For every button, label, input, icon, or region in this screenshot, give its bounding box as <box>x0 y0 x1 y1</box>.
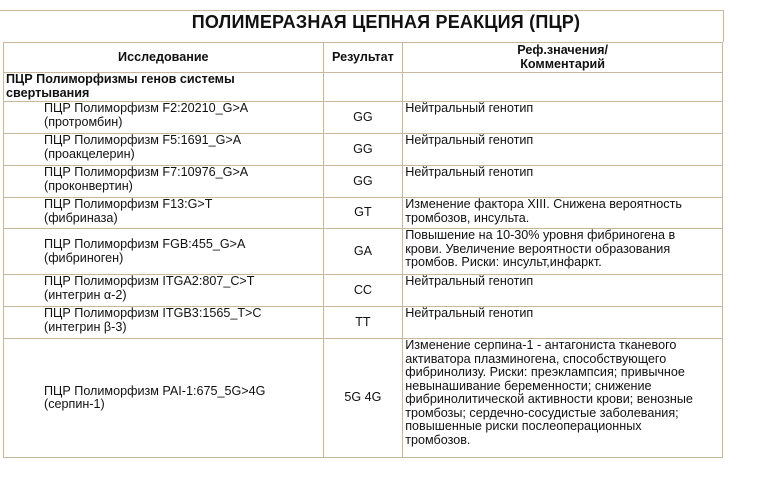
header-result: Результат <box>323 43 403 73</box>
comment-line: Изменение серпина-1 - антагониста тканевого <box>405 338 677 352</box>
comment-line: Повышение на 10-30% уровня фибриногена в <box>405 228 676 242</box>
table-row <box>4 275 723 307</box>
test-name <box>4 275 324 307</box>
test-name-line1: ПЦР Полиморфизм F13:G>T <box>44 197 213 211</box>
test-result: TT <box>323 307 403 339</box>
test-comment <box>403 229 723 275</box>
page-title: ПОЛИМЕРАЗНАЯ ЦЕПНАЯ РЕАКЦИЯ (ПЦР) <box>191 12 581 32</box>
results-table <box>3 42 723 458</box>
test-result: GT <box>323 198 403 229</box>
test-comment <box>403 307 723 339</box>
comment-line: невынашивание беременности; снижение <box>405 378 652 393</box>
test-name <box>4 198 324 229</box>
table-row <box>4 229 723 275</box>
test-comment <box>403 198 723 229</box>
comment-line: Нейтральный генотип <box>405 133 534 147</box>
group-comment-empty <box>403 73 723 102</box>
comment-line: фибринолитической активности крови; венозные <box>405 392 693 406</box>
test-result: GG <box>323 102 403 134</box>
comment-line: тромбозы; сердечно-сосудистые заболевания; <box>405 405 679 420</box>
group-title-line1: ПЦР Полиморфизмы генов системы <box>6 72 235 86</box>
group-result-empty <box>323 73 403 102</box>
test-comment <box>403 102 723 134</box>
test-name-line2: (интегрин α-2) <box>44 287 127 302</box>
comment-line: тромбов. Риски: инсульт,инфаркт. <box>405 255 602 269</box>
test-name-line1: ПЦР Полиморфизм ITGA2:807_C>T <box>44 274 255 288</box>
test-comment <box>403 134 723 166</box>
header-reference <box>403 43 723 73</box>
test-name-line2: (серпин-1) <box>44 397 105 411</box>
test-name <box>4 307 324 339</box>
table-row <box>4 102 723 134</box>
comment-line: тромбозов, инсульта. <box>405 210 530 225</box>
test-name-line1: ПЦР Полиморфизм ITGB3:1565_T>C <box>44 306 262 320</box>
title-top-rule <box>0 10 724 11</box>
header-reference-line2: Комментарий <box>520 56 606 71</box>
test-name <box>4 102 324 134</box>
comment-line: Нейтральный генотип <box>405 101 534 115</box>
test-name-line1: ПЦР Полиморфизм F5:1691_G>A <box>44 133 242 147</box>
group-row <box>4 73 723 102</box>
header-test: Исследование <box>4 43 324 73</box>
test-name-line2: (протромбин) <box>44 114 123 129</box>
comment-line: активатора плазминогена, способствующего <box>405 351 667 366</box>
test-name <box>4 339 324 458</box>
header-row <box>4 43 723 73</box>
title-right-border <box>723 10 724 42</box>
test-name-line2: (проконвертин) <box>44 178 133 193</box>
test-comment <box>403 275 723 307</box>
comment-line: повышенные риски послеоперационных <box>405 419 642 433</box>
table-row <box>4 134 723 166</box>
table-row <box>4 198 723 229</box>
test-result: GG <box>323 134 403 166</box>
test-name <box>4 134 324 166</box>
test-result: 5G 4G <box>323 339 403 458</box>
comment-line: Нейтральный генотип <box>405 274 534 288</box>
header-reference-line1: Реф.значения/ <box>517 43 608 57</box>
test-comment <box>403 166 723 198</box>
table-row <box>4 166 723 198</box>
test-name-line1: ПЦР Полиморфизм FGB:455_G>A <box>44 237 246 251</box>
table-row <box>4 307 723 339</box>
group-title <box>4 73 324 102</box>
group-title-line2: свертывания <box>6 85 90 100</box>
comment-line: фибринолизу. Риски: преэклампсия; привычное <box>405 365 685 379</box>
test-name-line1: ПЦР Полиморфизм F7:10976_G>A <box>44 165 249 179</box>
test-name-line2: (фибриноген) <box>44 250 124 265</box>
table-row <box>4 339 723 458</box>
test-name-line2: (проакцелерин) <box>44 146 135 161</box>
comment-line: крови. Увеличение вероятности образования <box>405 241 671 256</box>
test-name <box>4 229 324 275</box>
test-result: CC <box>323 275 403 307</box>
test-result: GG <box>323 166 403 198</box>
comment-line: Нейтральный генотип <box>405 306 534 320</box>
comment-line: Изменение фактора XIII. Снижена вероятность <box>405 197 682 211</box>
test-name <box>4 166 324 198</box>
comment-line: тромбозов. <box>405 432 471 447</box>
comment-line: Нейтральный генотип <box>405 165 534 179</box>
test-name-line1: ПЦР Полиморфизм F2:20210_G>A <box>44 101 249 115</box>
test-comment <box>403 339 723 458</box>
test-result: GA <box>323 229 403 275</box>
test-name-line1: ПЦР Полиморфизм PAI-1:675_5G>4G <box>44 383 266 398</box>
test-name-line2: (фибриназа) <box>44 210 118 225</box>
test-name-line2: (интегрин β-3) <box>44 319 127 334</box>
